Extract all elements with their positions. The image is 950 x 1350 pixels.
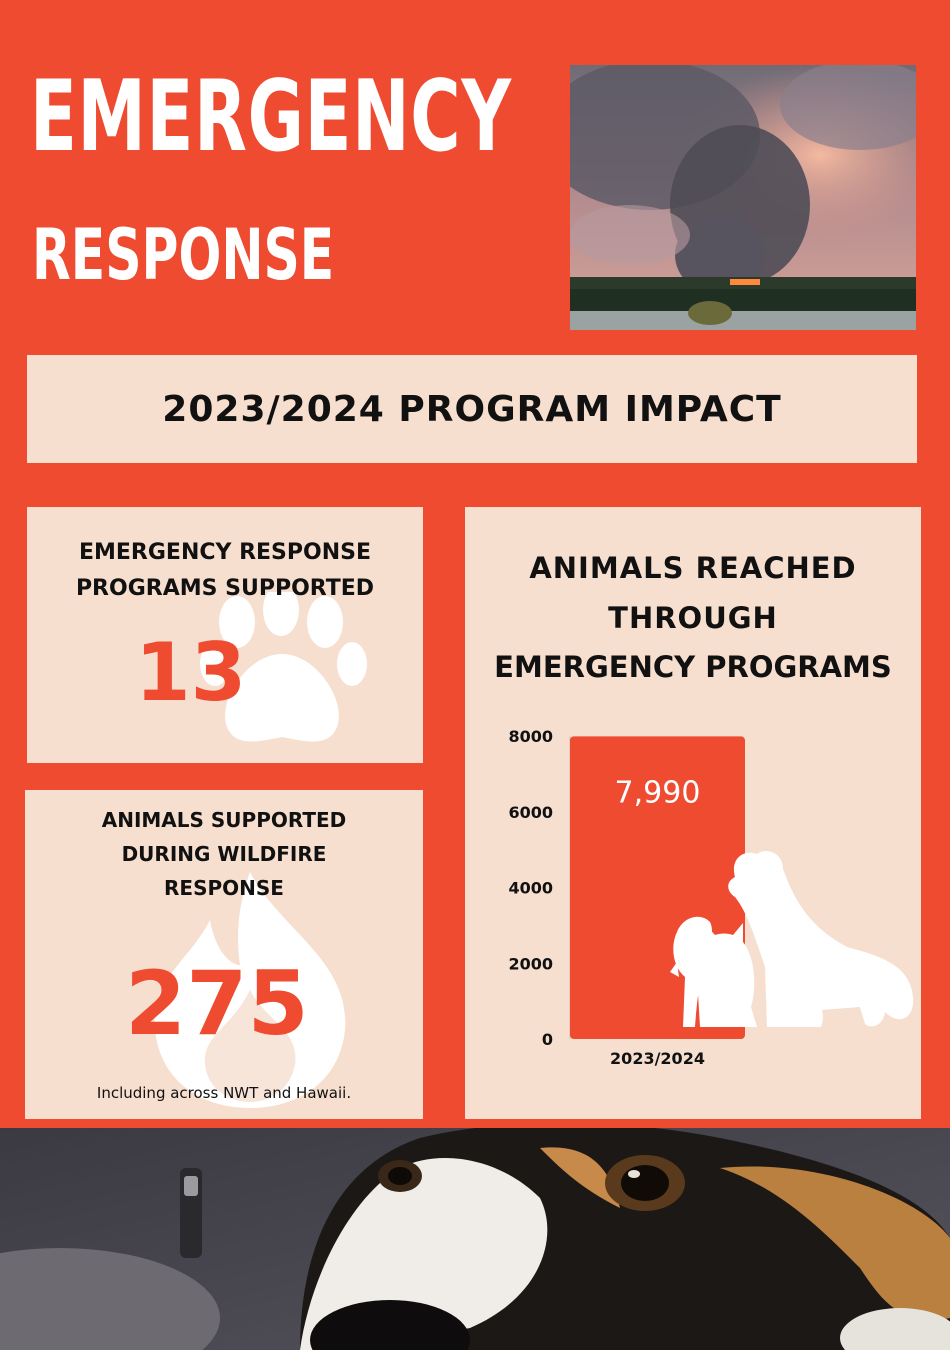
programs-heading-line2: PROGRAMS SUPPORTED	[75, 576, 375, 601]
chart-heading-line2: THROUGH	[608, 601, 778, 635]
x-tick-label: 2023/2024	[610, 1049, 705, 1068]
banner-text: 2023/2024 PROGRAM IMPACT	[162, 388, 782, 430]
y-tick-label: 0	[541, 1030, 553, 1049]
chart-heading-line3: EMERGENCY PROGRAMS	[494, 650, 892, 684]
program-impact-banner	[27, 355, 917, 463]
bar-data-label: 7,990	[614, 775, 701, 811]
programs-supported-value: 13	[135, 626, 247, 719]
y-tick-label: 4000	[508, 878, 553, 898]
y-tick-label: 6000	[508, 802, 553, 822]
wildfire-card	[25, 790, 423, 1119]
wildfire-note: Including across NWT and Hawaii.	[96, 1084, 352, 1102]
chart-heading-line1: ANIMALS REACHED	[529, 551, 857, 585]
y-tick-label: 8000	[508, 727, 553, 746]
wildfire-heading-line1: ANIMALS SUPPORTED	[101, 808, 347, 832]
wildfire-heading-line2: DURING WILDFIRE	[121, 842, 327, 866]
animals-reached-card	[465, 507, 921, 1119]
programs-supported-card	[27, 507, 423, 763]
programs-heading-line1: EMERGENCY RESPONSE	[78, 540, 372, 565]
wildfire-animals-value: 275	[125, 952, 309, 1055]
wildfire-heading-line3: RESPONSE	[164, 876, 284, 900]
wildfire-smoke-photo	[570, 65, 916, 330]
y-tick-label: 2000	[508, 954, 553, 974]
animals-reached-chart	[465, 507, 921, 1119]
page-title: EMERGENCY	[30, 60, 512, 174]
dog-closeup-photo	[0, 1128, 950, 1350]
page-subtitle: RESPONSE	[32, 214, 335, 296]
